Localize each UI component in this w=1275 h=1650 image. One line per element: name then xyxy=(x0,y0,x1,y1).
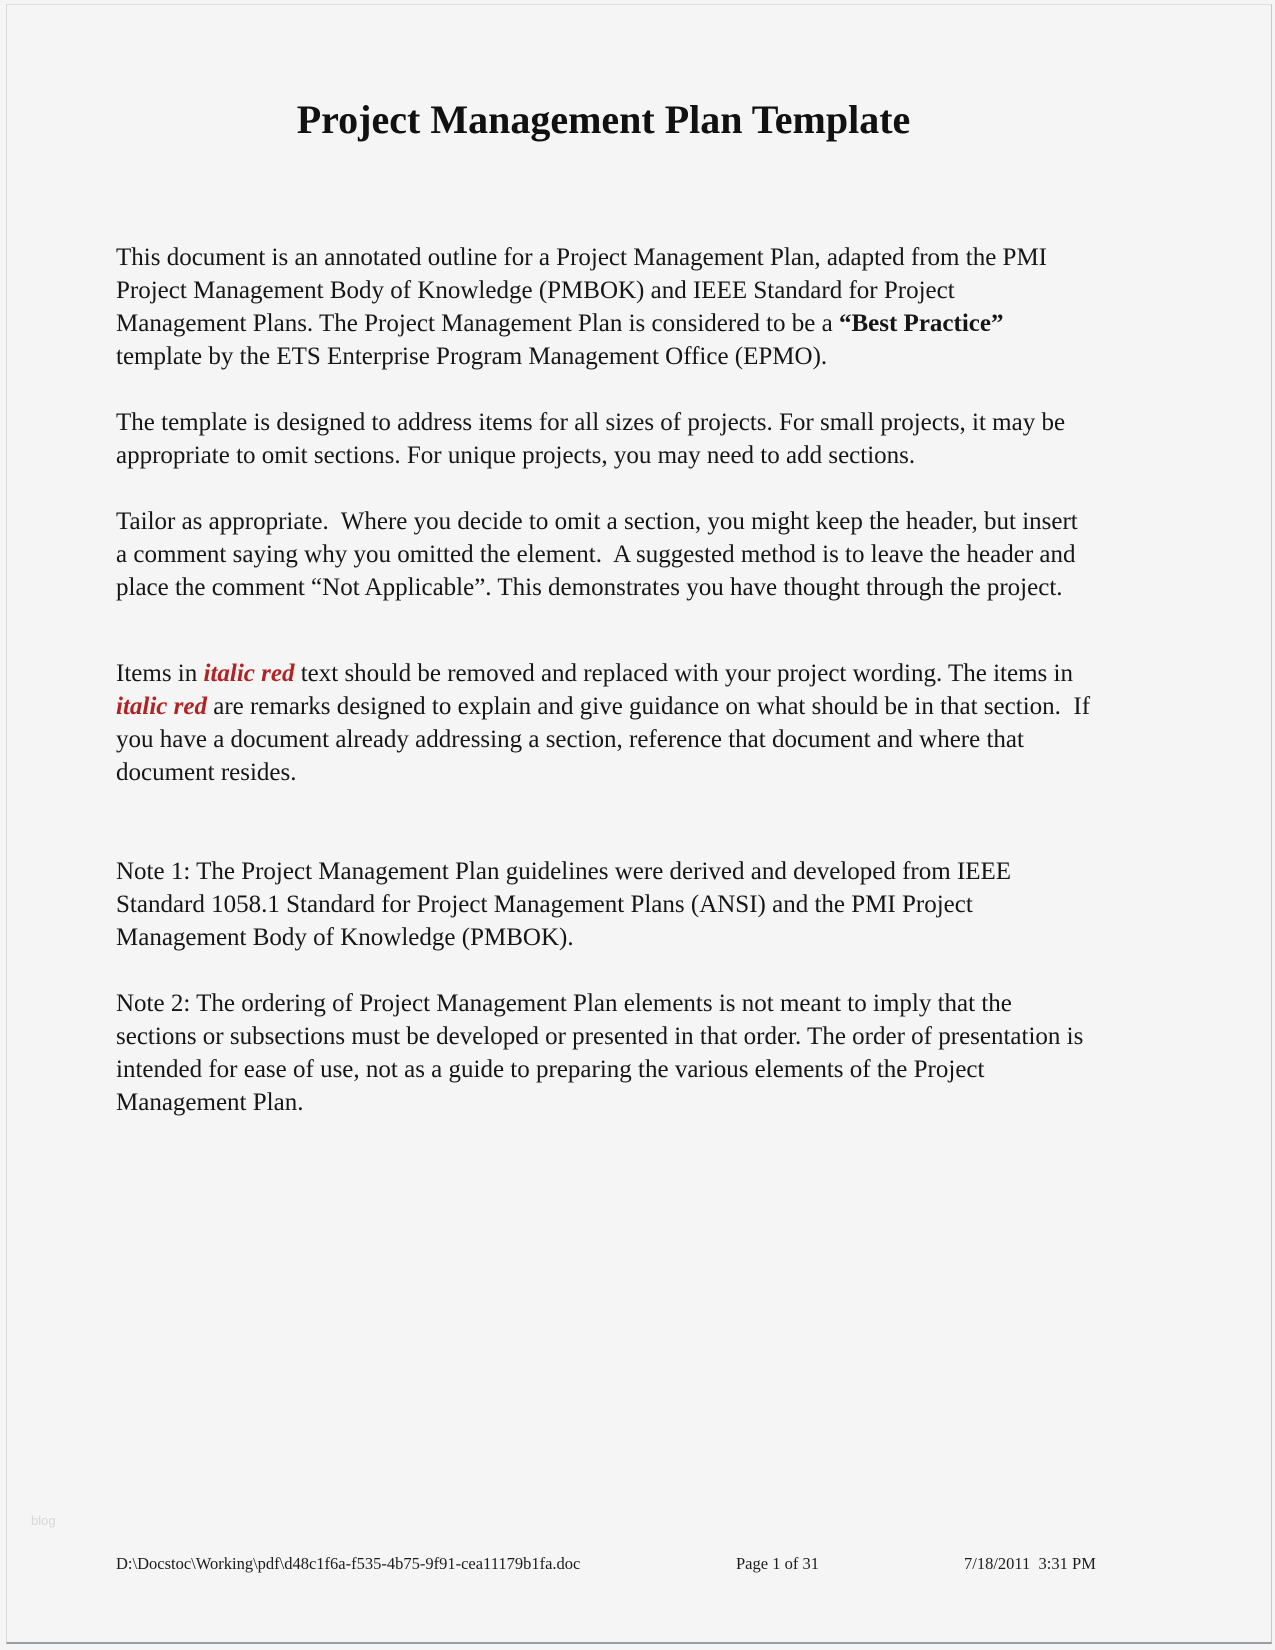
text-segment: The template is designed to address items for all sizes of projects. For small projects, it may be appropriate to omit sections. For unique projects, you may need to add sections. xyxy=(116,409,1072,469)
text-segment-red-bold-italic: italic red xyxy=(116,693,207,720)
footer-page-number: Page 1 of 31 xyxy=(736,1554,819,1573)
text-segment: are remarks designed to explain and give guidance on what should be in that section. If you have a document already addressing a section, reference that document and where that document resides. xyxy=(116,693,1097,786)
text-segment: template by the ETS Enterprise Program Management Office (EPMO). xyxy=(116,310,1010,370)
page-title: Project Management Plan Template xyxy=(296,97,911,142)
text-segment: This document is an annotated outline for a Project Management Plan, adapted from the PMI Project Management Body of Knowledge (PMBOK) and IEEE Standard for Project Management Plans. The Project Management Plan is considered to be a xyxy=(116,244,1054,337)
text-segment: Items in xyxy=(116,660,204,687)
footer-timestamp: 7/18/2011 3:31 PM xyxy=(964,1554,1096,1573)
text-segment-red-bold-italic: italic red xyxy=(203,660,295,687)
text-segment: Note 2: The ordering of Project Management Plan elements is not meant to imply that the sections or subsections must be developed or presented in that order. The order of presentation is intended for ease of use, not as a guide to preparing the various elements of the Project Management Plan. xyxy=(116,990,1090,1116)
text-segment: Tailor as appropriate. Where you decide to omit a section, you might keep the header, but insert a comment saying why you omitted the element. A suggested method is to leave the header and place the comment “Not Applicable”. This demonstrates you have thought through the project. xyxy=(116,508,1085,601)
text-segment: Note 1: The Project Management Plan guidelines were derived and developed from IEEE Standard 1058.1 Standard for Project Management Plans (ANSI) and the PMI Project Management Body of Knowledge (PMBOK). xyxy=(116,858,1018,951)
document-page xyxy=(6,4,1272,1644)
template-sizing-paragraph xyxy=(116,406,1091,472)
intro-paragraph xyxy=(116,241,1091,373)
watermark-text: blog xyxy=(31,1513,56,1528)
document-body xyxy=(7,241,1097,1119)
text-segment: text should be removed and replaced with your project wording. The items in xyxy=(294,660,1080,687)
italic-red-guidance-paragraph xyxy=(116,657,1097,789)
note-2-paragraph xyxy=(116,987,1091,1119)
text-segment-bold: “Best Practice” xyxy=(838,310,1004,337)
tailoring-paragraph xyxy=(116,505,1091,604)
note-1-paragraph xyxy=(116,855,1091,954)
footer-file-path: D:\Docstoc\Working\pdf\d48c1f6a-f535-4b75-9f91-cea11179b1fa.doc xyxy=(116,1554,581,1573)
